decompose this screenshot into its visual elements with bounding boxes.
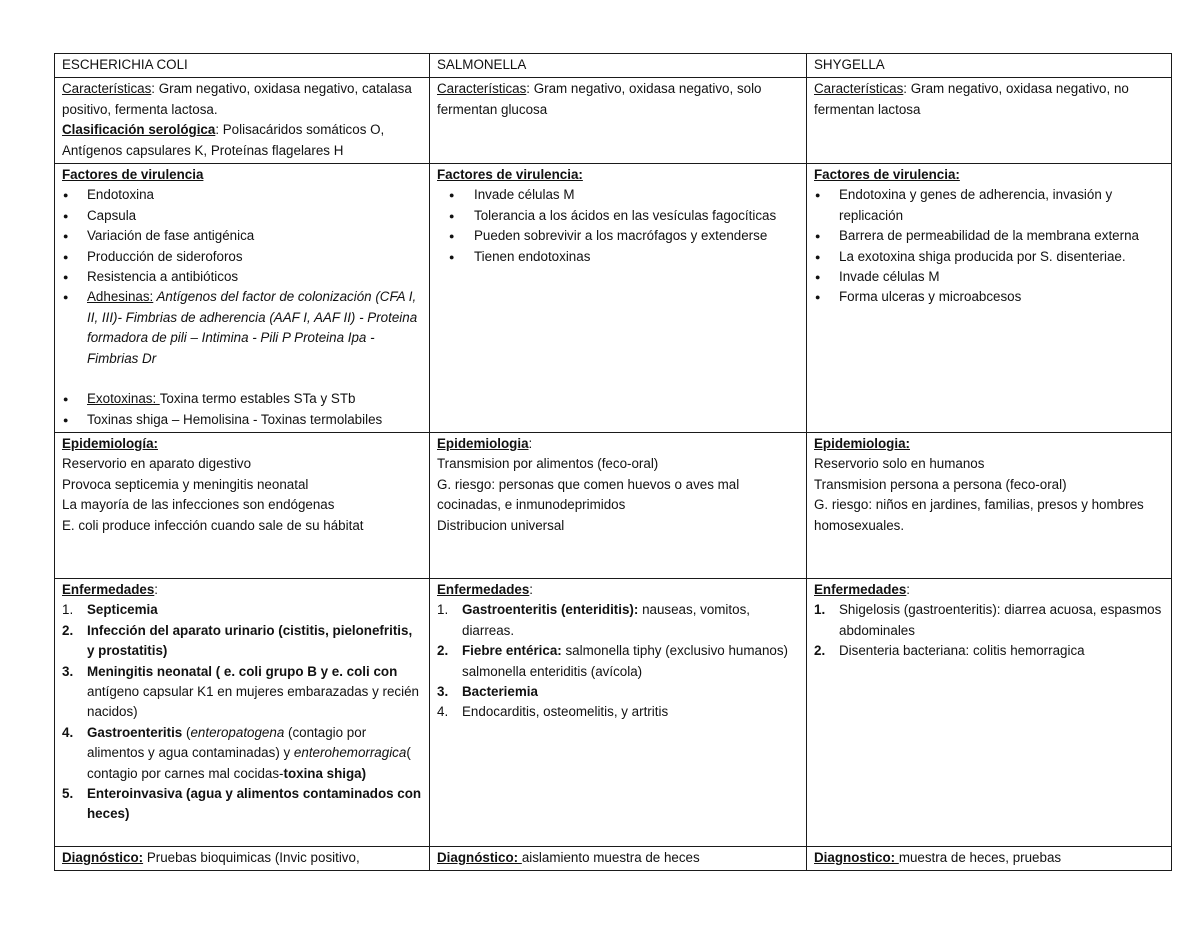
- serologic-classification-label: Clasificación serológica: [62, 122, 216, 138]
- list-item: ● Tienen endotoxinas: [437, 247, 800, 267]
- diagnosis-text: muestra de heces, pruebas: [898, 849, 1062, 865]
- epidemiology-label: Epidemiologia:: [814, 435, 910, 451]
- diagnosis-text: Pruebas bioquimicas (Invic positivo,: [143, 849, 360, 865]
- diagnosis-label: Diagnóstico:: [437, 849, 522, 865]
- item-number: 5.: [62, 785, 74, 801]
- item-number: 4.: [62, 724, 74, 740]
- salmonella-diseases: [430, 578, 807, 846]
- item-number: 2.: [62, 622, 74, 638]
- epidemiology-label: Epidemiologia: [437, 435, 529, 451]
- epidemiology-line: Provoca septicemia y meningitis neonatal: [62, 476, 309, 492]
- disease-name: Fiebre entérica:: [462, 643, 562, 659]
- characteristics-text: : Gram negativo, oxidasa negativo, catalasa positivo, fermenta lactosa.: [62, 81, 412, 117]
- header-shigella: SHYGELLA: [807, 54, 1172, 78]
- item-number: 2.: [814, 643, 826, 659]
- disease-name: Enteroinvasiva (agua y alimentos contaminados con heces): [87, 785, 422, 822]
- epidemiology-line: Transmision por alimentos (feco-oral): [437, 456, 659, 472]
- list-item: ● La exotoxina shiga producida por S. disenteriae.: [814, 247, 1165, 267]
- epidemiology-line: E. coli produce infección cuando sale de su hábitat: [62, 517, 364, 533]
- list-item: [437, 641, 800, 682]
- list-item: ● Invade células M: [437, 185, 800, 205]
- spacer: [62, 369, 423, 389]
- ecoli-characteristics: [55, 78, 430, 164]
- epidemiology-line: Reservorio en aparato digestivo: [62, 456, 252, 472]
- disease-detail: colitis hemorragica: [969, 643, 1085, 659]
- virulence-row: [55, 164, 1172, 433]
- virulence-label: Factores de virulencia:: [437, 167, 583, 183]
- list-item: ● Capsula: [62, 206, 423, 226]
- list-item: [814, 641, 1165, 661]
- list-item: ● Tolerancia a los ácidos en las vesículas fagocíticas: [437, 206, 800, 226]
- header-salmonella: SALMONELLA: [430, 54, 807, 78]
- diseases-row: [55, 578, 1172, 846]
- salmonella-epidemiology: [430, 432, 807, 578]
- epidemiology-line: Transmision persona a persona (feco-oral): [814, 476, 1067, 492]
- epidemiology-line: Reservorio solo en humanos: [814, 456, 985, 472]
- virulence-list: [814, 185, 1165, 307]
- disease-name: Bacteriemia: [462, 683, 538, 699]
- item-number: 1.: [814, 602, 826, 618]
- list-item: [62, 662, 423, 723]
- exotoxins-text: Toxina termo estables STa y STb: [159, 391, 356, 407]
- characteristics-label: Características: [814, 81, 904, 97]
- disease-detail: antígeno capsular K1 en mujeres embarazadas y recién nacidos): [87, 683, 419, 720]
- ecoli-virulence: [55, 164, 430, 433]
- epidemiology-colon: :: [528, 435, 533, 451]
- list-item: [62, 287, 423, 369]
- disease-detail: diarrea acuosa, espasmos abdominales: [839, 602, 1162, 638]
- list-item: ● Invade células M: [814, 267, 1165, 287]
- ecoli-diseases: [55, 578, 430, 846]
- item-number: 3.: [437, 683, 449, 699]
- salmonella-virulence: [430, 164, 807, 433]
- characteristics-label: Características: [437, 81, 527, 97]
- list-item: ● Forma ulceras y microabcesos: [814, 287, 1165, 307]
- disease-name: Endocarditis, osteomelitis, y artritis: [462, 704, 669, 720]
- virulence-label: Factores de virulencia: [62, 167, 204, 183]
- disease-detail: ( contagio por carnes mal cocidas-: [87, 745, 411, 781]
- diseases-label: Enfermedades: [437, 581, 530, 597]
- diseases-colon: :: [529, 581, 534, 597]
- adhesins-text: Antígenos del factor de colonización (CFA I, II, III)- Fimbrias de adherencia (AAF I, AAF II) - Proteina formadora de pili – Intimina - Pili P Proteina Ipa - Fimbrias Dr: [87, 289, 418, 366]
- list-item: ● Producción de sideroforos: [62, 247, 423, 267]
- list-item: [437, 600, 800, 641]
- diseases-colon: :: [154, 581, 159, 597]
- list-item: [437, 702, 800, 722]
- disease-name: Infección del aparato urinario (cistitis, pielonefritis, y prostatitis): [87, 622, 413, 659]
- ecoli-diagnosis: [55, 846, 430, 870]
- list-item: [62, 389, 423, 409]
- toxins-list: [62, 389, 423, 430]
- list-item: ● Variación de fase antigénica: [62, 226, 423, 246]
- shigella-characteristics: [807, 78, 1172, 164]
- disease-detail: (contagio por alimentos y agua contaminadas) y: [87, 724, 367, 761]
- bacteria-comparison-table: [54, 53, 1172, 871]
- diagnosis-label: Diagnóstico:: [62, 849, 144, 865]
- item-number: 1.: [437, 602, 449, 618]
- list-item: [62, 784, 423, 825]
- shigella-diagnosis: [807, 846, 1172, 870]
- list-item: ● Barrera de permeabilidad de la membrana externa: [814, 226, 1165, 246]
- list-item: ● Pueden sobrevivir a los macrófagos y extenderse: [437, 226, 800, 246]
- item-number: 4.: [437, 704, 449, 720]
- disease-name: Shigelosis (gastroenteritis):: [839, 602, 1001, 618]
- characteristics-label: Características: [62, 81, 152, 97]
- adhesins-label: Adhesinas:: [87, 289, 154, 305]
- diseases-list: [62, 600, 423, 824]
- shigella-epidemiology: [807, 432, 1172, 578]
- virulence-list: [62, 185, 423, 369]
- salmonella-characteristics: [430, 78, 807, 164]
- item-number: 3.: [62, 663, 74, 679]
- disease-detail-italic: enterohemorragica: [293, 745, 407, 761]
- disease-detail-bold: toxina shiga): [283, 765, 367, 781]
- disease-name: Septicemia: [87, 602, 158, 618]
- disease-name: Meningitis neonatal ( e. coli grupo B y e. coli con: [87, 663, 398, 679]
- list-item: ● Toxinas shiga – Hemolisina - Toxinas termolabiles: [62, 410, 423, 430]
- list-item: [62, 600, 423, 620]
- disease-name: Disenteria bacteriana:: [839, 643, 970, 659]
- list-item: [437, 682, 800, 702]
- list-item: [62, 723, 423, 784]
- list-item: ● Endotoxina y genes de adherencia, invasión y replicación: [814, 185, 1165, 226]
- disease-name: Gastroenteritis: [87, 724, 183, 740]
- diseases-colon: :: [906, 581, 911, 597]
- diagnosis-label: Diagnostico:: [814, 849, 899, 865]
- diagnosis-row: [55, 846, 1172, 870]
- virulence-label: Factores de virulencia:: [814, 167, 960, 183]
- list-item: ● Resistencia a antibióticos: [62, 267, 423, 287]
- list-item: [62, 621, 423, 662]
- list-item: ● Endotoxina: [62, 185, 423, 205]
- epidemiology-row: [55, 432, 1172, 578]
- disease-name: Gastroenteritis (enteriditis):: [462, 602, 639, 618]
- item-number: 1.: [62, 602, 74, 618]
- disease-detail: salmonella tiphy (exclusivo humanos) salmonella enteriditis (avícola): [462, 643, 788, 679]
- disease-detail: (: [182, 724, 191, 740]
- diseases-label: Enfermedades: [814, 581, 907, 597]
- serologic-classification-text: : Polisacáridos somáticos O, Antígenos capsulares K, Proteínas flagelares H: [62, 122, 385, 158]
- ecoli-epidemiology: [55, 432, 430, 578]
- disease-detail: nauseas, vomitos, diarreas.: [462, 602, 750, 638]
- epidemiology-line: Distribucion universal: [437, 517, 565, 533]
- epidemiology-label: Epidemiología:: [62, 435, 158, 451]
- diagnosis-text: aislamiento muestra de heces: [521, 849, 700, 865]
- diseases-label: Enfermedades: [62, 581, 155, 597]
- characteristics-row: [55, 78, 1172, 164]
- disease-detail-italic: enteropatogena: [190, 724, 285, 740]
- shigella-virulence: [807, 164, 1172, 433]
- exotoxins-label: Exotoxinas:: [87, 391, 160, 407]
- characteristics-text: : Gram negativo, oxidasa negativo, no fermentan lactosa: [814, 81, 1129, 117]
- characteristics-text: : Gram negativo, oxidasa negativo, solo fermentan glucosa: [437, 81, 762, 117]
- list-item: [814, 600, 1165, 641]
- diseases-list: [437, 600, 800, 722]
- shigella-diseases: [807, 578, 1172, 846]
- header-ecoli: ESCHERICHIA COLI: [55, 54, 430, 78]
- item-number: 2.: [437, 643, 449, 659]
- header-row: [55, 54, 1172, 78]
- diseases-list: [814, 600, 1165, 661]
- virulence-list: [437, 185, 800, 267]
- epidemiology-line: G. riesgo: personas que comen huevos o aves mal cocinadas, e inmunodeprimidos: [437, 476, 740, 513]
- epidemiology-line: La mayoría de las infecciones son endógenas: [62, 497, 335, 513]
- salmonella-diagnosis: [430, 846, 807, 870]
- epidemiology-line: G. riesgo: niños en jardines, familias, presos y hombres homosexuales.: [814, 497, 1144, 533]
